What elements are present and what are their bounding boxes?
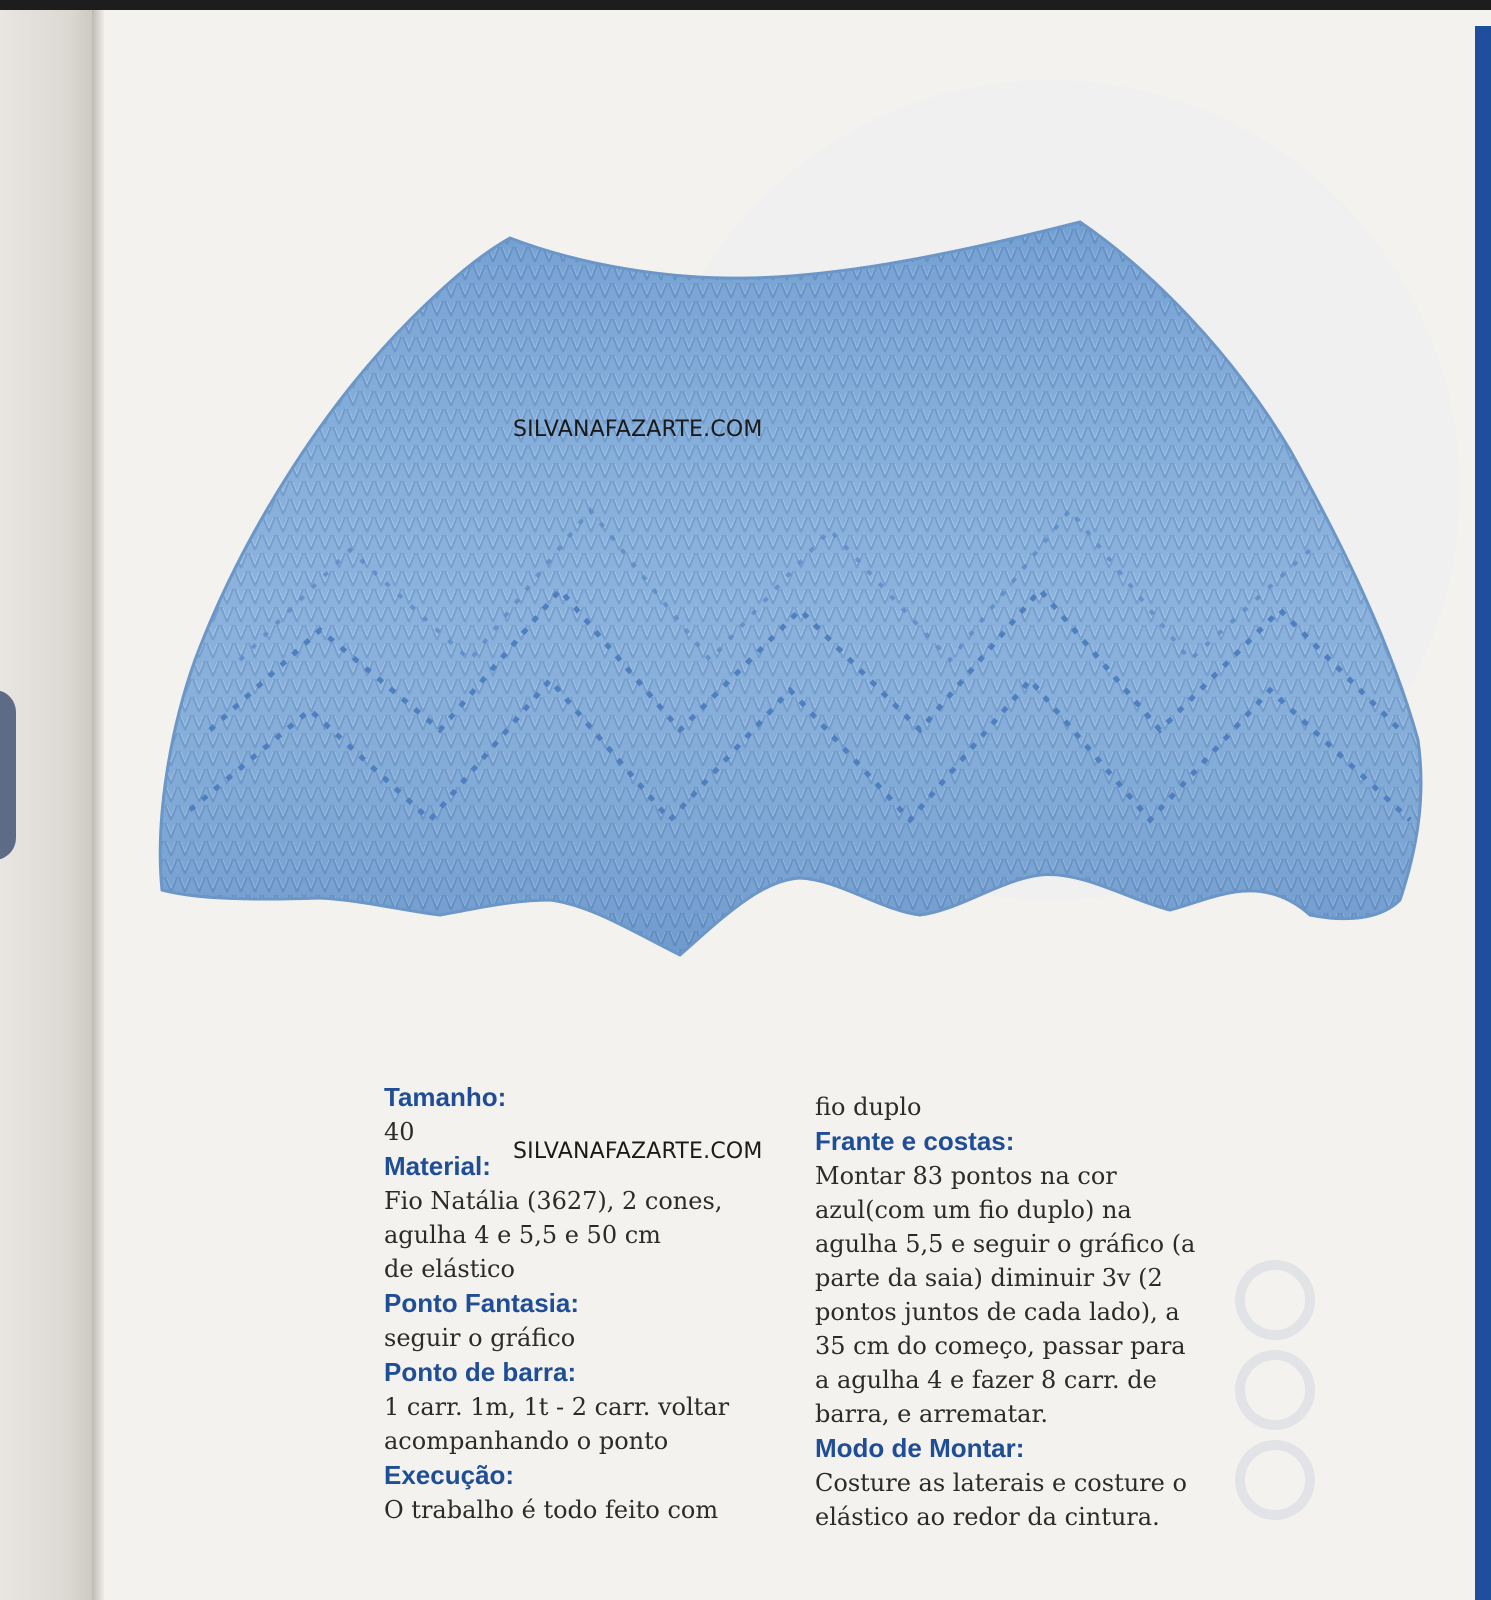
tamanho-value: 40 (384, 1118, 415, 1146)
modo-line: Costure as laterais e costure o (815, 1469, 1187, 1497)
frente-line: 35 cm do começo, passar para (815, 1332, 1186, 1360)
frente-line: Montar 83 pontos na cor (815, 1162, 1117, 1190)
frente-line: barra, e arrematar. (815, 1400, 1048, 1428)
frente-line: pontos juntos de cada lado), a (815, 1298, 1180, 1326)
knitted-skirt-photo (150, 210, 1450, 980)
frente-line: parte da saia) diminuir 3v (2 (815, 1264, 1163, 1292)
page-accent-bar (1475, 26, 1491, 1600)
ponto-barra-line: acompanhando o ponto (384, 1427, 669, 1455)
modo-line: elástico ao redor da cintura. (815, 1503, 1160, 1531)
book-gutter (92, 0, 104, 1600)
material-line: agulha 4 e 5,5 e 50 cm (384, 1221, 661, 1249)
ponto-fantasia-line: seguir o gráfico (384, 1324, 576, 1352)
material-line: Fio Natália (3627), 2 cones, (384, 1187, 723, 1215)
modo-montar-heading: Modo de Montar: (815, 1433, 1025, 1463)
material-line: de elástico (384, 1255, 515, 1283)
watermark-bottom: SILVANAFAZARTE.COM (513, 1139, 763, 1164)
instructions-left-column (384, 1080, 794, 1527)
ponto-fantasia-heading: Ponto Fantasia: (384, 1288, 580, 1318)
ponto-barra-heading: Ponto de barra: (384, 1357, 577, 1387)
instructions-right-column (815, 1090, 1235, 1534)
ponto-barra-line: 1 carr. 1m, 1t - 2 carr. voltar (384, 1393, 730, 1421)
scan-top-edge (0, 0, 1491, 10)
execucao-heading: Execução: (384, 1460, 515, 1490)
execucao-continuation: fio duplo (815, 1093, 922, 1121)
material-heading: Material: (384, 1151, 491, 1181)
frente-line: azul(com um fio duplo) na (815, 1196, 1132, 1224)
tamanho-heading: Tamanho: (384, 1082, 507, 1112)
watermark-top: SILVANAFAZARTE.COM (513, 417, 763, 442)
frente-costas-heading: Frante e costas: (815, 1126, 1015, 1156)
frente-line: agulha 5,5 e seguir o gráfico (a (815, 1230, 1196, 1258)
left-page-mark (0, 690, 16, 860)
execucao-line: O trabalho é todo feito com (384, 1496, 719, 1524)
frente-line: a agulha 4 e fazer 8 carr. de (815, 1366, 1157, 1394)
